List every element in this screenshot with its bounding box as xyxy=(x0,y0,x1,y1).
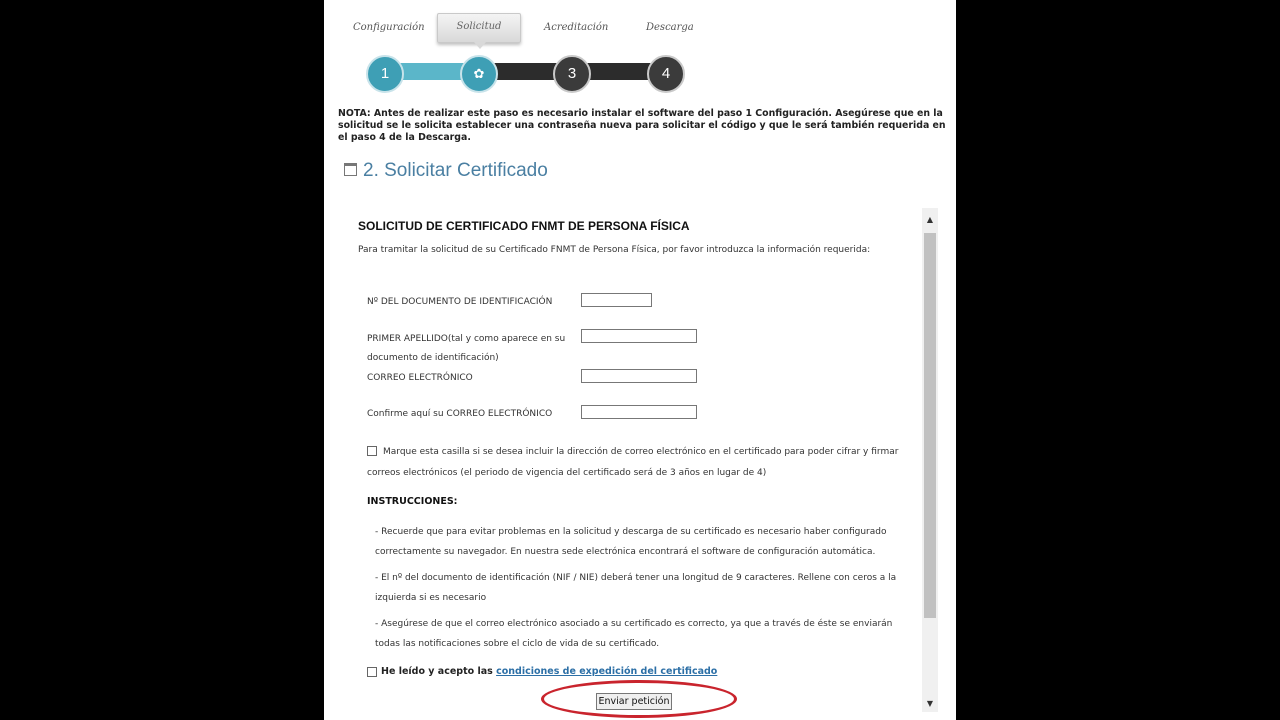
include-email-text: Marque esta casilla si se desea incluir la dirección de correo electrónico en el certificado para poder cifrar y firmar correos electrónicos (el periodo de vigencia del certificado será de 3 años en lugar de 4) xyxy=(367,447,899,478)
form-title: SOLICITUD DE CERTIFICADO FNMT DE PERSONA FÍSICA xyxy=(358,219,690,233)
instruction-item: - Asegúrese de que el correo electrónico asociado a su certificado es correcto, ya que a través de éste se enviarán todas las notificaciones sobre el ciclo de vida de su certificado. xyxy=(375,619,893,649)
apellido-label: PRIMER APELLIDO(tal y como aparece en su documento de identificación) xyxy=(367,334,566,363)
calendar-icon xyxy=(344,163,357,176)
accept-conditions-text xyxy=(381,666,717,677)
email-confirm-label: Confirme aquí su CORREO ELECTRÓNICO xyxy=(367,409,553,419)
stepper-track xyxy=(374,63,674,80)
form-iframe xyxy=(347,208,939,712)
step-circle-2[interactable] xyxy=(460,55,498,93)
iframe-scrollbar[interactable] xyxy=(922,208,938,712)
step-active-indicator[interactable] xyxy=(437,13,521,43)
email-confirm-input[interactable] xyxy=(581,405,697,419)
step-label-descarga[interactable]: Descarga xyxy=(646,22,694,33)
step-label-configuracion[interactable]: Configuración xyxy=(353,22,425,33)
email-label: CORREO ELECTRÓNICO xyxy=(367,373,473,383)
instructions-title: INSTRUCCIONES: xyxy=(367,496,458,507)
instruction-item: - Recuerde que para evitar problemas en la solicitud y descarga de su certificado es necesario haber configurado correctamente su navegador. En nuestra sede electrónica encontrará el software de configuración automática. xyxy=(375,527,887,557)
form-intro: Para tramitar la solicitud de su Certificado FNMT de Persona Física, por favor introduzca la información requerida: xyxy=(358,245,871,255)
highlight-ring-annotation xyxy=(541,680,737,718)
step-circle-1[interactable]: 1 xyxy=(366,55,404,93)
scroll-down-arrow-icon[interactable]: ▼ xyxy=(926,699,934,708)
step-circle-3[interactable]: 3 xyxy=(553,55,591,93)
nota-text: NOTA: Antes de realizar este paso es necesario instalar el software del paso 1 Configuración. Asegúrese que en la solicitud se le solicita establecer una contraseña nueva para solicitar el código y que le será también requerida en el paso 4 de la Descarga. xyxy=(338,108,946,143)
accept-prefix: He leído y acepto las xyxy=(381,666,493,677)
apellido-input[interactable] xyxy=(581,329,697,343)
section-title xyxy=(344,160,548,182)
step-label-solicitud: Solicitud xyxy=(456,21,502,32)
web-page xyxy=(324,0,956,720)
scrollbar-thumb[interactable] xyxy=(924,233,936,618)
step-label-acreditacion[interactable]: Acreditación xyxy=(544,22,609,33)
instruction-item: - El nº del documento de identificación (NIF / NIE) deberá tener una longitud de 9 caracteres. Rellene con ceros a la izquierda si es necesario xyxy=(375,573,897,603)
step-circle-4[interactable]: 4 xyxy=(647,55,685,93)
gear-icon: ✿ xyxy=(473,66,485,81)
doc-label: Nº DEL DOCUMENTO DE IDENTIFICACIÓN xyxy=(367,297,553,307)
submit-button[interactable]: Enviar petición xyxy=(596,693,672,710)
section-title-text: 2. Solicitar Certificado xyxy=(363,160,548,181)
doc-number-input[interactable] xyxy=(581,293,652,307)
conditions-link[interactable]: condiciones de expedición del certificado xyxy=(496,666,718,677)
scroll-up-arrow-icon[interactable]: ▲ xyxy=(926,215,934,224)
email-input[interactable] xyxy=(581,369,697,383)
accept-conditions-checkbox[interactable] xyxy=(367,667,377,677)
